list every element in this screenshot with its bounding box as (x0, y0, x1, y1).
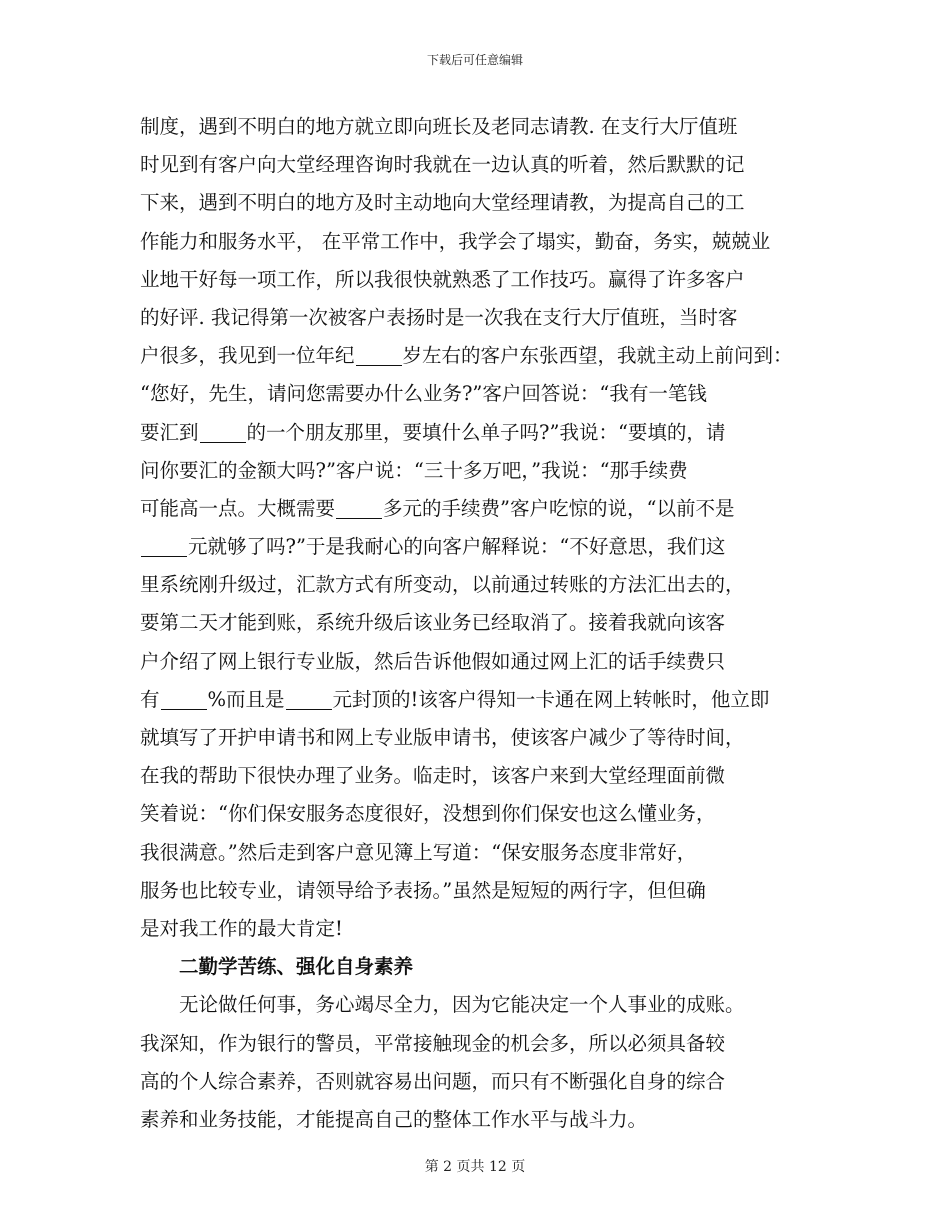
fill-in-blank (356, 343, 402, 366)
text-line (140, 452, 805, 490)
text-line (140, 337, 805, 375)
text-segment: “您好，先生，请问您需要办什么业务?”客户回答说：“我有一笔钱 (140, 382, 707, 406)
text-segment: 业地干好每一项工作，所以我很快就熟悉了工作技巧。赢得了许多客户 (140, 267, 745, 291)
text-segment: 就填写了开护申请书和网上专业版申请书，使该客户减少了等待时间， (140, 726, 745, 749)
text-segment: 时见到有客户向大堂经理咨询时我就在一边认真的听着，然后默默的记 (140, 153, 745, 177)
section-heading (140, 948, 805, 986)
text-segment: 的好评. 我记得第一次被客户表扬时是一次我在支行大厅值班，当时客 (140, 305, 738, 329)
text-segment: 岁左右的客户东张西望，我就主动上前问到： (402, 344, 793, 368)
text-line (140, 757, 805, 795)
text-line (140, 1025, 805, 1063)
text-segment: 要汇到 (140, 420, 199, 444)
text-line (140, 375, 805, 413)
text-segment: 下来，遇到不明白的地方及时主动地向大堂经理请教，为提高自己的工 (140, 191, 745, 215)
text-line (140, 872, 805, 910)
text-segment: 多元的手续费”客户吃惊的说，“以前不是 (383, 496, 735, 520)
text-line (140, 1101, 805, 1139)
text-segment: 制度，遇到不明白的地方就立即向班长及老同志请教. 在支行大厅值班 (140, 115, 738, 138)
text-line (140, 1063, 805, 1101)
text-segment: 高的个人综合素养，否则就容易出问题，而只有不断强化自身的综合 (140, 1069, 726, 1093)
text-segment: 里系统刚升级过，汇款方式有所变动，以前通过转账的方法汇出去的， (140, 573, 745, 597)
text-segment: 作能力和服务水平， 在平常工作中，我学会了塌实，勤奋，务实，兢兢业 (140, 229, 771, 253)
text-line (140, 681, 805, 719)
text-segment: 户介绍了网上银行专业版，然后告诉他假如通过网上汇的话手续费只 (140, 649, 726, 673)
text-line (140, 414, 805, 452)
text-line (140, 566, 805, 604)
text-segment: 可能高一点。大概需要 (140, 496, 336, 520)
text-segment: 元就够了吗?”于是我耐心的向客户解释说：“不好意思，我们这 (188, 535, 726, 559)
text-segment: %而且是 (207, 687, 285, 711)
text-line (140, 795, 805, 833)
fill-in-blank (286, 687, 332, 710)
text-segment: 问你要汇的金额大吗?”客户说：“三十多万吧，”我说：“那手续费 (140, 458, 688, 482)
fill-in-blank (200, 420, 246, 443)
text-segment: 我很满意。”然后走到客户意见簿上写道：“保安服务态度非常好， (140, 840, 697, 864)
page-header: 下载后可任意编辑 (426, 53, 523, 67)
text-segment: 无论做任何事，务心竭尽全力，因为它能决定一个人事业的成账。 (179, 993, 745, 1017)
text-line (140, 490, 805, 528)
text-line (140, 261, 805, 299)
text-segment: 有 (140, 687, 160, 711)
text-line (140, 986, 805, 1024)
text-segment: 素养和业务技能，才能提高自己的整体工作水平与战斗力。 (140, 1107, 648, 1131)
text-line (140, 528, 805, 566)
text-line (140, 643, 805, 681)
text-segment: 户很多，我见到一位年纪 (140, 344, 355, 368)
text-line (140, 834, 805, 872)
text-segment: 在我的帮助下很快办理了业务。临走时，该客户来到大堂经理面前微 (140, 764, 726, 788)
text-segment: 我深知，作为银行的警员，平常接触现金的机会多，所以必须具备较 (140, 1031, 726, 1055)
text-segment: 元封顶的!该客户得知一卡通在网上转帐时，他立即 (332, 687, 770, 711)
text-line (140, 299, 805, 337)
fill-in-blank (141, 534, 187, 557)
fill-in-blank (336, 496, 382, 519)
page-footer: 第 2 页共 12 页 (424, 1159, 526, 1175)
text-line (140, 223, 805, 261)
text-line (140, 108, 805, 146)
text-segment: 二勤学苦练、强化自身素养 (179, 955, 414, 979)
text-line (140, 146, 805, 184)
text-line (140, 719, 805, 757)
text-line (140, 604, 805, 642)
text-segment: 的一个朋友那里，要填什么单子吗?”我说：“要填的，请 (246, 420, 726, 444)
text-line (140, 184, 805, 222)
text-segment: 是对我工作的最大肯定! (140, 916, 343, 940)
document-body (140, 108, 805, 1139)
text-segment: 要第二天才能到账，系统升级后该业务已经取消了。接着我就向该客 (140, 611, 726, 635)
fill-in-blank (161, 687, 207, 710)
text-segment: 笑着说：“你们保安服务态度很好，没想到你们保安也这么懂业务， (140, 802, 716, 826)
text-line (140, 910, 805, 948)
text-segment: 服务也比较专业，请领导给予表扬。”虽然是短短的两行字，但但确 (140, 878, 706, 902)
